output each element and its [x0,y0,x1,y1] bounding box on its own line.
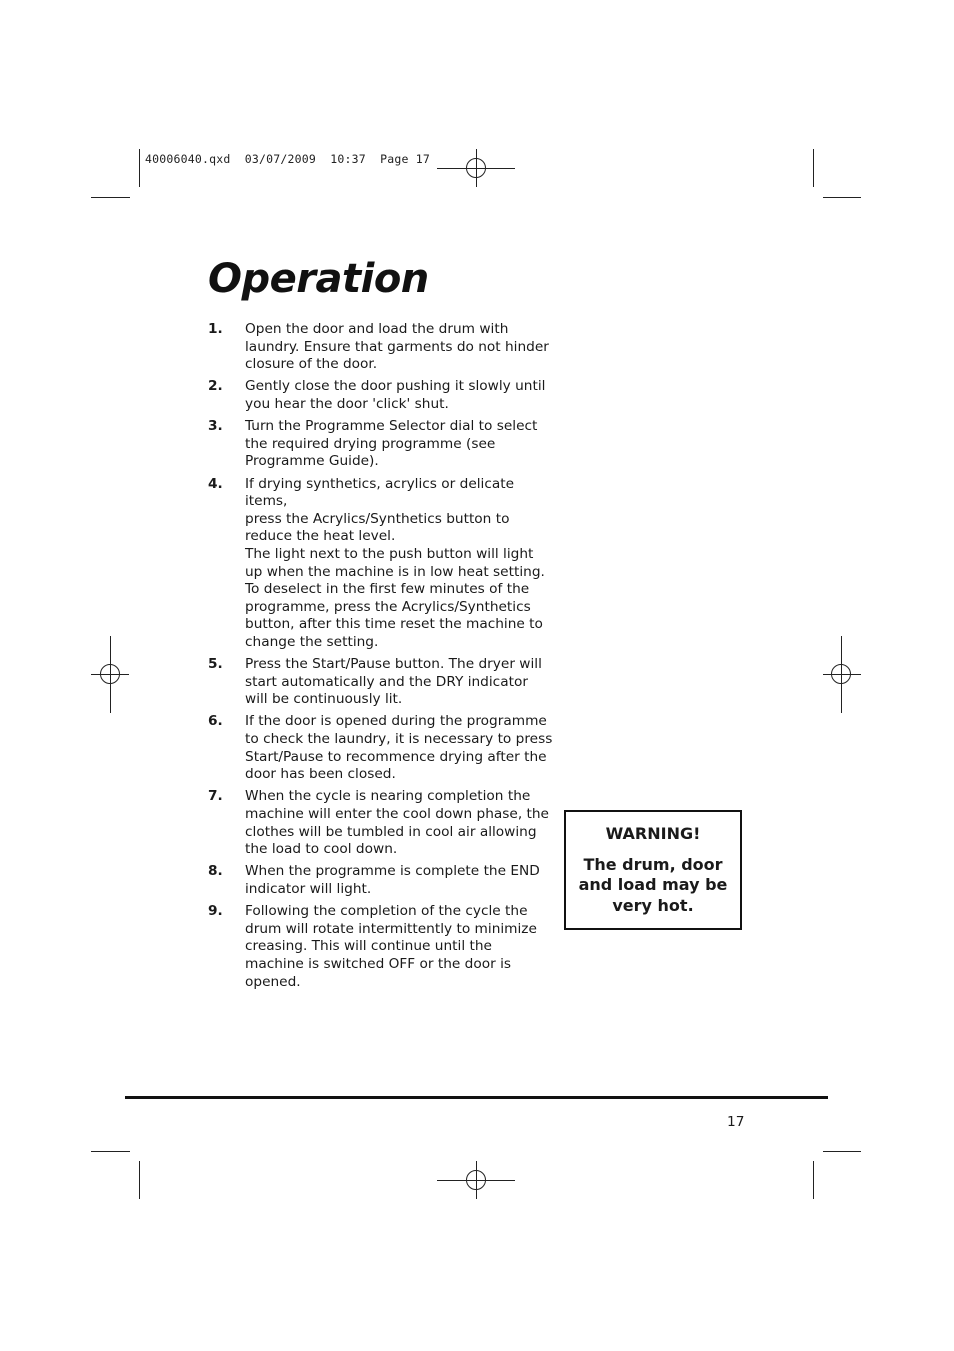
step-item [208,863,553,898]
print-slug: 40006040.qxd 03/07/2009 10:37 Page 17 [145,152,430,166]
step-item [208,378,553,413]
step-item [208,418,553,471]
step-number: 8. [208,863,223,880]
step-item [208,788,553,858]
footer-rule [125,1096,828,1099]
crop-mark [813,1161,814,1199]
step-item [208,476,553,652]
step-number: 6. [208,713,223,730]
crop-mark [91,197,130,198]
page-number: 17 [727,1114,745,1130]
step-number: 3. [208,418,223,435]
step-number: 5. [208,656,223,673]
step-text: Press the Start/Pause button. The dryer will start automatically and the DRY indicator will be continuously lit. [245,656,542,708]
step-text: If the door is opened during the programme to check the laundry, it is necessary to press Start/Pause to recommence drying after the door has been closed. [245,713,553,783]
step-item [208,713,553,783]
step-text: Gently close the door pushing it slowly until you hear the door 'click' shut. [245,378,546,412]
step-number: 2. [208,378,223,395]
step-number: 7. [208,788,223,805]
step-text: When the cycle is nearing completion the machine will enter the cool down phase, the clothes will be tumbled in cool air allowing the load to cool down. [245,788,549,858]
registration-mark [466,158,486,178]
step-text: Open the door and load the drum with laundry. Ensure that garments do not hinder closure of the door. [245,321,549,373]
crop-mark [813,149,814,187]
step-item [208,321,553,374]
step-item [208,656,553,709]
step-number: 1. [208,321,223,337]
page-title: Operation [208,256,429,302]
step-text: Turn the Programme Selector dial to select the required drying programme (see Programme Guide). [245,418,538,470]
registration-mark [831,664,851,684]
warning-text: The drum, door and load may be very hot. [578,854,728,915]
warning-title: WARNING! [605,824,701,843]
step-number: 4. [208,475,223,492]
step-text: If drying synthetics, acrylics or delicate items, press the Acrylics/Synthetics button to reduce the heat level. The light next to the push button will light up when the machine is in low heat setting. To deselect in the first few minutes of the programme, press the Acrylics/Synthetics button, after this time reset the machine to change the setting. [245,475,545,650]
step-text: Following the completion of the cycle the drum will rotate intermittently to minimize creasing. This will continue until the machine is switched OFF or the door is opened. [245,903,537,990]
crop-mark [823,197,861,198]
operation-steps [208,321,553,996]
step-item [208,903,553,991]
crop-mark [139,1161,140,1199]
registration-mark [466,1170,486,1190]
step-text: When the programme is complete the END indicator will light. [245,863,540,897]
warning-box [564,810,742,930]
crop-mark [139,149,140,187]
step-number: 9. [208,903,223,920]
registration-mark [100,664,120,684]
crop-mark [91,1151,130,1152]
crop-mark [823,1151,861,1152]
